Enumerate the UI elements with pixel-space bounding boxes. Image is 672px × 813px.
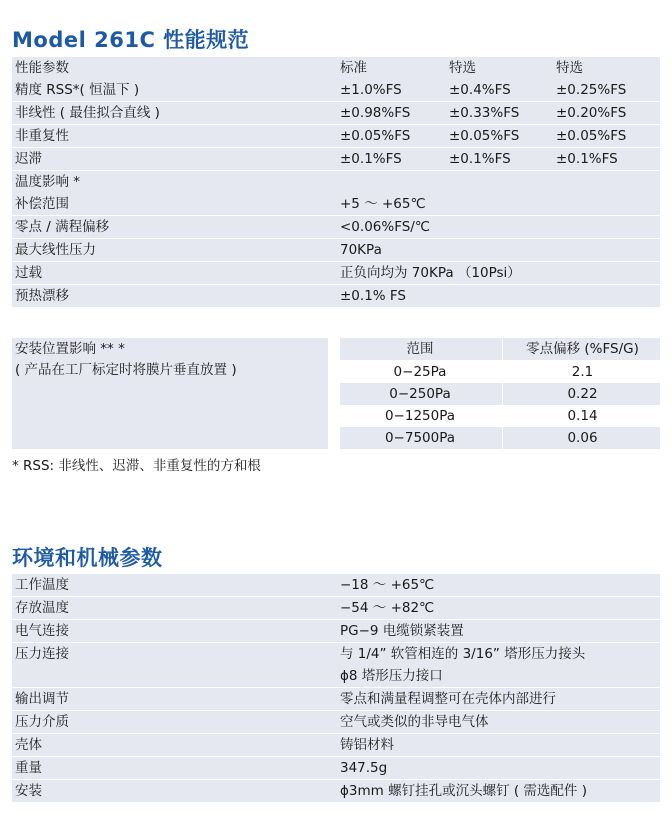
row-value: 零点和满量程调整可在壳体内部进行 [340,691,556,707]
install-range: 0−1250Pa [384,408,456,424]
install-header-range: 范围 [406,341,434,357]
row-value: 空气或类似的非导电气体 [340,714,489,730]
install-offset: 0.22 [567,386,598,402]
table-row [12,757,660,779]
table-row [12,688,660,710]
row-value: 70KPa [340,242,382,258]
row-value-option-2: ±0.20%FS [556,105,627,121]
row-value-standard: ±0.98%FS [340,105,411,121]
row-value-standard: ±0.1%FS [340,151,402,167]
install-range: 0−7500Pa [384,430,456,446]
row-value: 与 1/4” 软管相连的 3/16” 塔形压力接头 [340,646,586,662]
row-value: 347.5g [340,760,388,776]
table-row [12,597,660,619]
table-row [12,171,660,193]
row-value-option-1: ±0.05%FS [449,128,520,144]
install-position-note: ( 产品在工厂标定时将膜片垂直放置 ) [15,362,237,378]
row-value-standard: ±0.05%FS [340,128,411,144]
table-row [12,574,660,596]
row-value: ϕ8 塔形压力接口 [340,668,443,684]
row-value: ±0.1% FS [340,288,406,304]
table-row [340,361,660,383]
row-value: <0.06%FS/℃ [340,219,431,235]
footnote: * RSS: 非线性、迟滞、非重复性的方和根 [12,458,261,474]
row-value: −18 ～ +65℃ [340,577,435,593]
row-label: 存放温度 [15,600,69,616]
header-option-1: 特选 [449,60,476,76]
column-divider [502,338,503,449]
table-row [12,79,660,101]
section-title-performance: Model 261C 性能规范 [12,28,250,52]
row-label: 压力连接 [15,646,69,662]
row-label: 最大线性压力 [15,242,96,258]
row-value-option-2: ±0.05%FS [556,128,627,144]
row-value-standard: ±1.0%FS [340,82,402,98]
table-row [340,405,660,427]
row-value: 铸铝材料 [340,737,394,753]
row-label: 工作温度 [15,577,69,593]
row-value-option-1: ±0.1%FS [449,151,511,167]
row-label: 过载 [15,265,42,281]
table-row [12,125,660,147]
row-value: ϕ3mm 螺钉挂孔或沉头螺钉 ( 需选配件 ) [340,783,587,799]
table-header-row [12,57,660,79]
row-label: 壳体 [15,737,42,753]
row-label: 压力介质 [15,714,69,730]
row-value-option-1: ±0.4%FS [449,82,511,98]
header-option-2: 特选 [556,60,583,76]
table-row [12,239,660,261]
header-standard: 标准 [340,60,367,76]
row-value: −54 ～ +82℃ [340,600,435,616]
row-label: 迟滞 [15,151,42,167]
table-row [12,193,660,215]
row-label: 输出调节 [15,691,69,707]
row-label: 预热漂移 [15,288,69,304]
table-row [12,262,660,284]
table-row [12,665,660,687]
row-value: +5 ～ +65℃ [340,196,426,212]
install-position-label: 安装位置影响 ** * [15,341,125,357]
install-offset: 2.1 [571,364,594,380]
row-value-option-2: ±0.1%FS [556,151,618,167]
install-range: 0−25Pa [393,364,447,380]
install-offset: 0.06 [567,430,598,446]
row-label: 非线性 ( 最佳拟合直线 ) [15,105,160,121]
table-row [12,620,660,642]
table-row [12,711,660,733]
row-value: PG−9 电缆锁紧装置 [340,623,464,639]
table-row [340,383,660,405]
table-row [12,643,660,665]
row-value-option-2: ±0.25%FS [556,82,627,98]
install-header-row [340,338,660,360]
table-row [12,734,660,756]
install-header-offset: 零点偏移 (%FS/G) [526,341,639,357]
row-label: 精度 RSS*( 恒温下 ) [15,82,140,98]
row-label: 安装 [15,783,42,799]
install-position-label-cell [12,338,328,449]
row-value-option-1: ±0.33%FS [449,105,520,121]
table-row [12,148,660,170]
row-label: 补偿范围 [15,196,69,212]
table-row [12,102,660,124]
install-range: 0−250Pa [389,386,451,402]
table-row [12,285,660,307]
row-label: 电气连接 [15,623,69,639]
header-param: 性能参数 [15,60,69,76]
table-row [340,427,660,449]
row-value: 正负向均为 70KPa （10Psi） [340,265,521,281]
row-label: 重量 [15,760,42,776]
row-label: 非重复性 [15,128,69,144]
table-row [12,780,660,802]
row-label: 温度影响 * [15,174,81,190]
section-title-environment: 环境和机械参数 [12,546,163,570]
table-row [12,216,660,238]
row-label: 零点 / 满程偏移 [15,219,110,235]
install-offset: 0.14 [567,408,598,424]
